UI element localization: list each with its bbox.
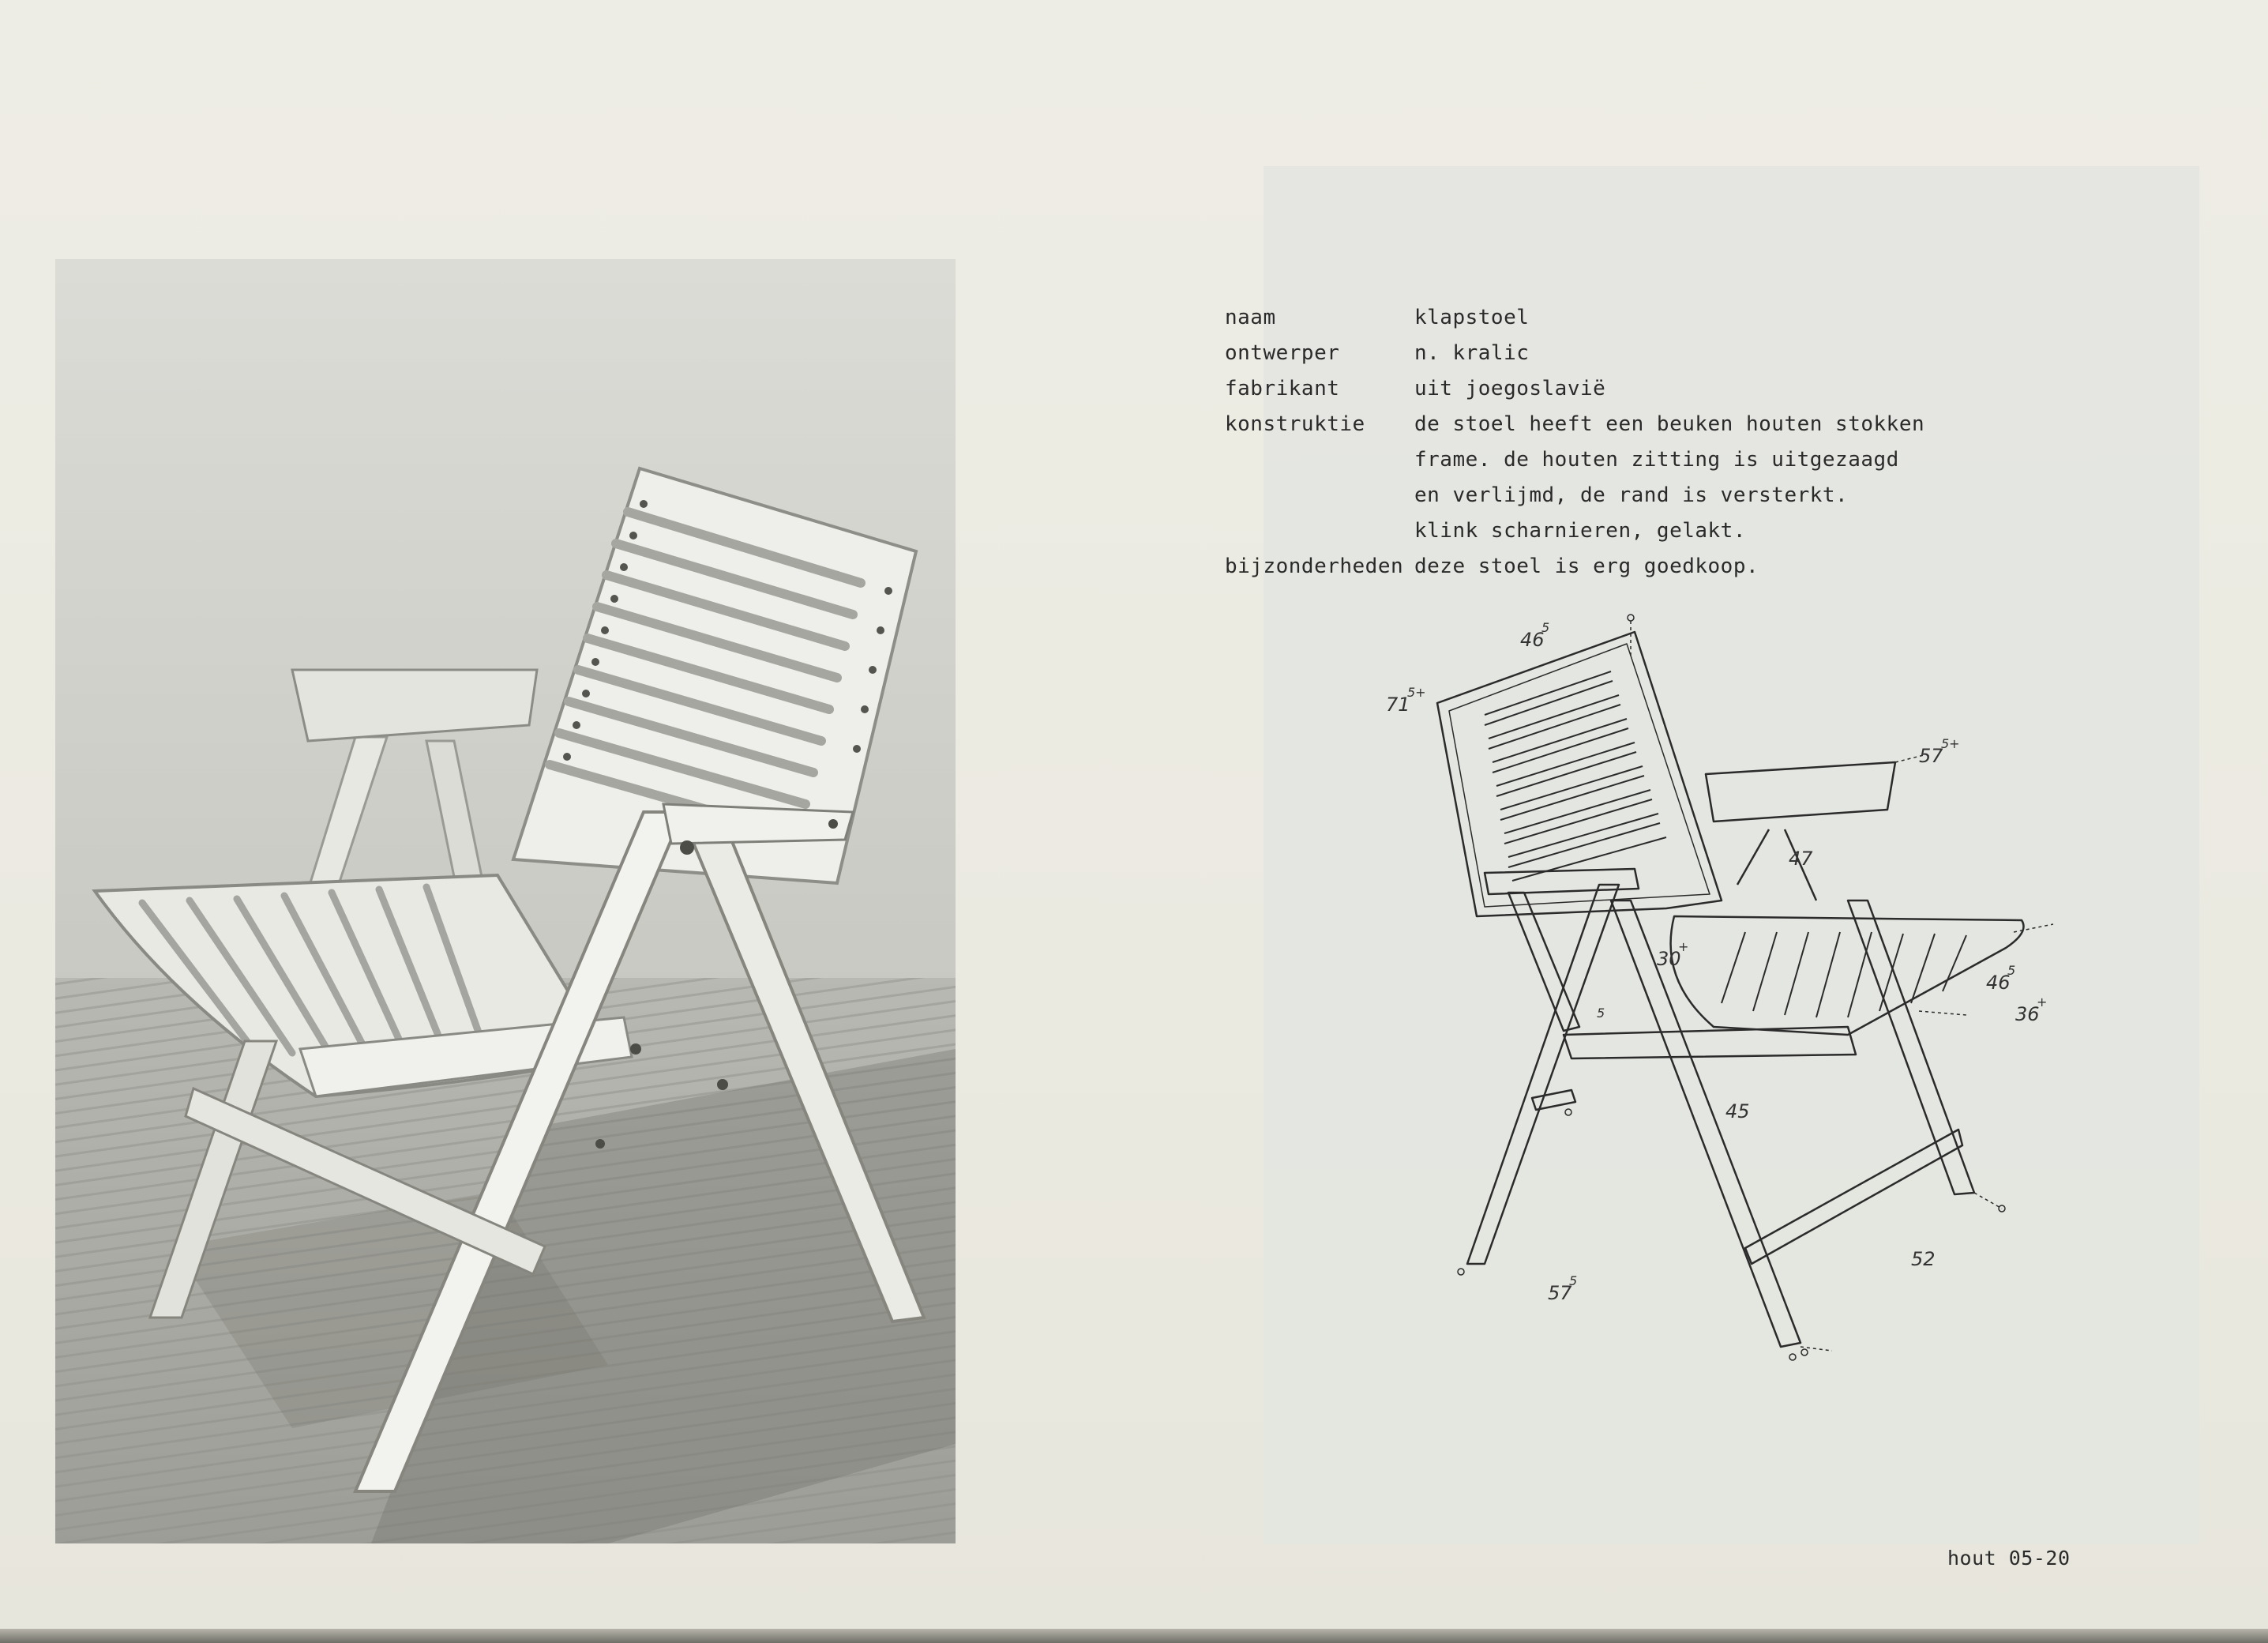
spec-label: konstruktie xyxy=(1225,412,1365,436)
dim-back-width: 46 xyxy=(1520,629,1545,651)
dim-total-height: 71 xyxy=(1386,694,1410,716)
spec-row-fabrikant xyxy=(1225,371,1936,407)
spec-label: fabrikant xyxy=(1225,377,1340,400)
spec-table xyxy=(1225,300,1936,585)
spec-value: deze stoel is erg goedkoop. xyxy=(1414,555,1759,578)
chair-photo-image xyxy=(55,259,956,1543)
chair-technical-drawing xyxy=(1374,585,2101,1390)
dim-seat-depth-sup: 5 xyxy=(2007,963,2016,978)
spec-row-naam xyxy=(1225,300,1936,336)
spec-value: uit joegoslavië xyxy=(1414,377,1606,400)
dim-small-mark: 5 xyxy=(1597,1006,1605,1021)
spec-row-ontwerper xyxy=(1225,336,1936,371)
dim-width: 57 xyxy=(1548,1282,1572,1304)
dim-seat-front-height-sup: + xyxy=(2037,994,2048,1009)
dim-seat-height: 30 xyxy=(1657,948,1681,970)
spec-value: de stoel heeft een beuken houten stokken xyxy=(1414,412,1925,436)
dim-seat-back-height: 47 xyxy=(1789,848,1813,870)
spec-value: klink scharnieren, gelakt. xyxy=(1414,519,1746,543)
spec-label: bijzonderheden xyxy=(1225,555,1404,578)
spec-value: frame. de houten zitting is uitgezaagd xyxy=(1414,448,1899,472)
page-number: hout 05-20 xyxy=(1947,1547,2071,1570)
spec-label: naam xyxy=(1225,306,1276,329)
spec-value: en verlijmd, de rand is versterkt. xyxy=(1414,483,1849,507)
chair-photo xyxy=(55,259,956,1543)
dim-seat-height-sup: + xyxy=(1678,939,1689,954)
dim-total-height-sup: 5+ xyxy=(1407,685,1426,700)
dim-seat-front-height: 36 xyxy=(2015,1003,2040,1025)
spec-row-bijzonderheden xyxy=(1225,549,1936,585)
dim-armrest-height-sup: 5+ xyxy=(1941,736,1960,751)
dim-back-width-sup: 5 xyxy=(1541,620,1550,635)
spec-row-konstruktie xyxy=(1225,407,1936,549)
dim-armrest-height: 57 xyxy=(1919,745,1943,767)
page-bottom-edge xyxy=(0,1629,2268,1643)
chair-line-drawing xyxy=(1374,585,2101,1390)
dim-leg-gap: 45 xyxy=(1725,1100,1750,1122)
spec-value: klapstoel xyxy=(1414,306,1530,329)
spec-value: n. kralic xyxy=(1414,341,1530,365)
spec-label: ontwerper xyxy=(1225,341,1340,365)
dim-seat-depth: 46 xyxy=(1986,972,2011,994)
dim-depth: 52 xyxy=(1911,1248,1936,1270)
dim-width-sup: 5 xyxy=(1569,1273,1578,1288)
